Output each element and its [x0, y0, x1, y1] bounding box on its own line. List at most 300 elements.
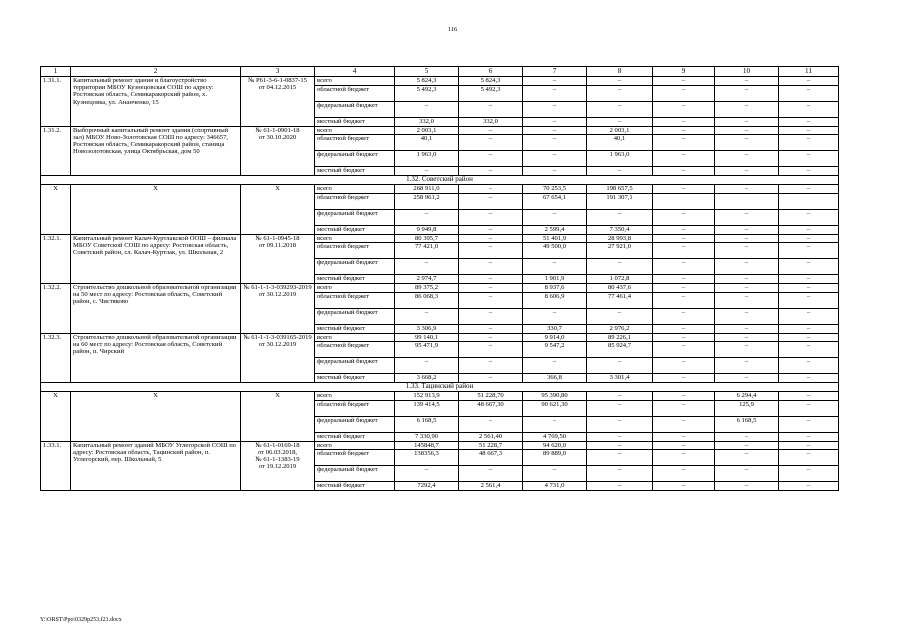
funding-source-label: областной бюджет — [315, 135, 395, 151]
project-name: Капитальный ремонт здания и благоустройство территории МБОУ Кузнецовская СОШ по адресу: Ростовская область, Семикаракорский район, х. Кузнецовка, ул. Ананченко, 15 — [71, 77, 241, 127]
amount-cell: 77 421,0 — [395, 243, 459, 259]
page-number: 116 — [447, 26, 458, 33]
amount-cell: – — [715, 284, 779, 293]
amount-cell: 5 824,3 — [395, 77, 459, 86]
amount-cell: 4 731,0 — [523, 482, 587, 491]
table-row — [41, 392, 839, 401]
amount-cell: – — [653, 101, 715, 117]
amount-cell: 48 667,3 — [459, 450, 523, 466]
project-name: Строительство дошкольной образовательной организации на 50 мест по адресу: Ростовская область, Советский район, с. Чистяково — [71, 284, 241, 334]
amount-cell: 8 606,9 — [523, 292, 587, 308]
table-row — [41, 333, 839, 342]
amount-cell: – — [715, 209, 779, 225]
amount-cell: 6 168,5 — [715, 416, 779, 432]
amount-cell: – — [715, 101, 779, 117]
table-body — [41, 67, 839, 491]
amount-cell: 6 294,4 — [715, 392, 779, 401]
amount-cell: – — [459, 358, 523, 374]
amount-cell: – — [587, 392, 653, 401]
amount-cell: – — [523, 167, 587, 176]
funding-source-label: всего — [315, 284, 395, 293]
amount-cell: – — [653, 225, 715, 234]
header-cell: 5 — [395, 67, 459, 77]
amount-cell: – — [653, 292, 715, 308]
funding-source-label: областной бюджет — [315, 193, 395, 209]
amount-cell: – — [653, 441, 715, 450]
amount-cell: – — [653, 185, 715, 194]
amount-cell: 191 307,1 — [587, 193, 653, 209]
expertise-document: № 61-1-0901-18 от 30.10.2020 — [241, 126, 315, 176]
amount-cell: – — [653, 358, 715, 374]
amount-cell: – — [715, 225, 779, 234]
amount-cell: – — [523, 416, 587, 432]
funding-source-label: федеральный бюджет — [315, 466, 395, 482]
amount-cell: – — [779, 416, 839, 432]
amount-cell: – — [779, 77, 839, 86]
amount-cell: – — [653, 450, 715, 466]
project-name: Строительство дошкольной образовательной организации на 60 мест по адресу: Ростовская область, Советский район, п. Чирский — [71, 333, 241, 383]
amount-cell: 89 889,0 — [523, 450, 587, 466]
amount-cell: – — [715, 342, 779, 358]
amount-cell: – — [715, 135, 779, 151]
amount-cell: 4 769,50 — [523, 432, 587, 441]
amount-cell: 2 003,1 — [587, 126, 653, 135]
expertise-document: Х — [241, 185, 315, 235]
project-name: Х — [71, 392, 241, 442]
amount-cell: – — [779, 259, 839, 275]
header-cell: 10 — [715, 67, 779, 77]
amount-cell: – — [459, 324, 523, 333]
amount-cell: – — [395, 209, 459, 225]
header-cell: 2 — [71, 67, 241, 77]
amount-cell: – — [653, 209, 715, 225]
amount-cell: – — [779, 333, 839, 342]
amount-cell: – — [459, 466, 523, 482]
funding-source-label: всего — [315, 234, 395, 243]
amount-cell: – — [653, 324, 715, 333]
amount-cell: – — [779, 374, 839, 383]
amount-cell: 145848,7 — [395, 441, 459, 450]
amount-cell: – — [587, 432, 653, 441]
header-cell: 4 — [315, 67, 395, 77]
amount-cell: – — [779, 441, 839, 450]
amount-cell: 48 667,30 — [459, 400, 523, 416]
header-row — [41, 67, 839, 77]
funding-source-label: местный бюджет — [315, 432, 395, 441]
header-cell: 11 — [779, 67, 839, 77]
amount-cell: 67 654,1 — [523, 193, 587, 209]
amount-cell: – — [779, 243, 839, 259]
funding-source-label: областной бюджет — [315, 450, 395, 466]
amount-cell: 3 668,2 — [395, 374, 459, 383]
amount-cell: – — [395, 259, 459, 275]
section-title: 1.32. Советский район — [41, 176, 839, 185]
amount-cell: – — [653, 284, 715, 293]
amount-cell: – — [459, 167, 523, 176]
amount-cell: – — [395, 466, 459, 482]
amount-cell: 95 390,80 — [523, 392, 587, 401]
funding-source-label: федеральный бюджет — [315, 308, 395, 324]
amount-cell — [653, 193, 715, 209]
amount-cell: – — [587, 400, 653, 416]
amount-cell: – — [653, 167, 715, 176]
expertise-document: № 61-1-1-3-039293-2019 от 30.12.2019 — [241, 284, 315, 334]
amount-cell: – — [715, 243, 779, 259]
amount-cell: – — [653, 333, 715, 342]
amount-cell: – — [715, 126, 779, 135]
amount-cell: – — [523, 466, 587, 482]
amount-cell: – — [523, 209, 587, 225]
amount-cell: 2 976,2 — [587, 324, 653, 333]
amount-cell: 94 620,0 — [523, 441, 587, 450]
amount-cell: – — [779, 432, 839, 441]
amount-cell: – — [779, 151, 839, 167]
header-cell: 9 — [653, 67, 715, 77]
item-number: 1.31.2. — [41, 126, 71, 176]
amount-cell: – — [715, 167, 779, 176]
amount-cell: – — [459, 333, 523, 342]
amount-cell: 80 395,7 — [395, 234, 459, 243]
project-name: Капитальный ремонт зданий МБОУ Углегорской СОШ по адресу: Ростовская область, Тацинский район, п. Углегорский, пер. Школьный, 5 — [71, 441, 241, 491]
amount-cell: – — [779, 225, 839, 234]
amount-cell: – — [715, 358, 779, 374]
funding-source-label: федеральный бюджет — [315, 101, 395, 117]
amount-cell: 5 492,3 — [459, 85, 523, 101]
amount-cell: – — [779, 466, 839, 482]
item-number: Х — [41, 392, 71, 442]
funding-source-label: федеральный бюджет — [315, 209, 395, 225]
amount-cell: – — [715, 151, 779, 167]
amount-cell: – — [459, 308, 523, 324]
item-number: Х — [41, 185, 71, 235]
amount-cell: 268 911,0 — [395, 185, 459, 194]
amount-cell: 40,1 — [395, 135, 459, 151]
amount-cell: 86 068,3 — [395, 292, 459, 308]
amount-cell: – — [715, 234, 779, 243]
amount-cell: – — [653, 77, 715, 86]
funding-source-label: областной бюджет — [315, 85, 395, 101]
amount-cell: 198 657,5 — [587, 185, 653, 194]
item-number: 1.32.3. — [41, 333, 71, 383]
amount-cell: – — [523, 117, 587, 126]
amount-cell: – — [779, 358, 839, 374]
amount-cell: – — [715, 117, 779, 126]
amount-cell: 2 974,7 — [395, 275, 459, 284]
amount-cell: – — [587, 358, 653, 374]
amount-cell: – — [779, 482, 839, 491]
amount-cell: – — [459, 275, 523, 284]
amount-cell: 152 913,9 — [395, 392, 459, 401]
amount-cell: – — [523, 151, 587, 167]
amount-cell: – — [779, 117, 839, 126]
funding-source-label: федеральный бюджет — [315, 259, 395, 275]
amount-cell: – — [653, 466, 715, 482]
amount-cell: – — [715, 292, 779, 308]
expertise-document: Х — [241, 392, 315, 442]
amount-cell: 51 401,9 — [523, 234, 587, 243]
amount-cell: – — [779, 392, 839, 401]
table-row — [41, 284, 839, 293]
amount-cell: – — [653, 259, 715, 275]
funding-source-label: местный бюджет — [315, 482, 395, 491]
amount-cell: – — [587, 416, 653, 432]
amount-cell: 8 937,6 — [523, 284, 587, 293]
amount-cell: 9 949,8 — [395, 225, 459, 234]
amount-cell: – — [459, 259, 523, 275]
amount-cell: – — [715, 259, 779, 275]
amount-cell: – — [653, 482, 715, 491]
amount-cell: – — [779, 135, 839, 151]
funding-source-label: местный бюджет — [315, 275, 395, 284]
amount-cell: 1 072,8 — [587, 275, 653, 284]
amount-cell: – — [523, 358, 587, 374]
amount-cell: – — [779, 234, 839, 243]
amount-cell: – — [653, 85, 715, 101]
amount-cell: – — [715, 324, 779, 333]
funding-source-label: федеральный бюджет — [315, 416, 395, 432]
amount-cell: – — [715, 333, 779, 342]
table-row — [41, 77, 839, 86]
header-cell: 3 — [241, 67, 315, 77]
section-title: 1.33. Тацинский район — [41, 383, 839, 392]
amount-cell: – — [715, 432, 779, 441]
amount-cell: – — [653, 392, 715, 401]
amount-cell: 1 901,9 — [523, 275, 587, 284]
amount-cell: – — [587, 167, 653, 176]
amount-cell: 49 500,0 — [523, 243, 587, 259]
amount-cell: 90 621,30 — [523, 400, 587, 416]
amount-cell: – — [715, 441, 779, 450]
header-cell: 7 — [523, 67, 587, 77]
amount-cell: – — [779, 400, 839, 416]
expertise-document: № 61-1-0169-18 от 06.03.2018, № 61-1-1383-19 от 19.12.2019 — [241, 441, 315, 491]
amount-cell: – — [459, 284, 523, 293]
amount-cell: 332,0 — [395, 117, 459, 126]
amount-cell: 2 561,40 — [459, 432, 523, 441]
amount-cell: – — [779, 167, 839, 176]
amount-cell: – — [715, 450, 779, 466]
amount-cell: – — [715, 275, 779, 284]
funding-source-label: всего — [315, 392, 395, 401]
funding-source-label: областной бюджет — [315, 342, 395, 358]
amount-cell: 51 228,70 — [459, 392, 523, 401]
item-number: 1.33.1. — [41, 441, 71, 491]
amount-cell: – — [779, 185, 839, 194]
amount-cell: – — [587, 466, 653, 482]
amount-cell: 40,1 — [587, 135, 653, 151]
amount-cell: 28 993,8 — [587, 234, 653, 243]
amount-cell: – — [459, 101, 523, 117]
header-cell: 1 — [41, 67, 71, 77]
amount-cell: 6 168,5 — [395, 416, 459, 432]
amount-cell: – — [459, 126, 523, 135]
amount-cell: 9 914,0 — [523, 333, 587, 342]
amount-cell: 5 824,3 — [459, 77, 523, 86]
funding-source-label: всего — [315, 126, 395, 135]
amount-cell: – — [653, 126, 715, 135]
amount-cell: 70 253,5 — [523, 185, 587, 194]
amount-cell: 1 963,0 — [395, 151, 459, 167]
amount-cell: – — [523, 259, 587, 275]
amount-cell: 9 547,2 — [523, 342, 587, 358]
amount-cell: 3 306,9 — [395, 324, 459, 333]
amount-cell: – — [653, 374, 715, 383]
expertise-document: № Р61-3-6-1-0837-15 от 04.12.2015 — [241, 77, 315, 127]
amount-cell: – — [715, 85, 779, 101]
amount-cell: – — [779, 292, 839, 308]
amount-cell: 80 437,6 — [587, 284, 653, 293]
amount-cell: – — [587, 101, 653, 117]
section-row — [41, 383, 839, 392]
amount-cell: – — [459, 374, 523, 383]
funding-source-label: федеральный бюджет — [315, 151, 395, 167]
amount-cell: – — [779, 85, 839, 101]
amount-cell: – — [587, 209, 653, 225]
amount-cell: – — [653, 400, 715, 416]
amount-cell: 125,9 — [715, 400, 779, 416]
amount-cell: 7292,4 — [395, 482, 459, 491]
project-name: Выборочный капитальный ремонт здания (спортивный зал) МБОУ Ново-Золотовская СОШ по адресу: 346657, Ростовская область, Семикаракорский район, станица Новозолотовская, улица Октябрьская, дом 50 — [71, 126, 241, 176]
amount-cell: – — [779, 284, 839, 293]
amount-cell: – — [459, 193, 523, 209]
table-row — [41, 126, 839, 135]
amount-cell: 27 921,0 — [587, 243, 653, 259]
item-number: 1.32.2. — [41, 284, 71, 334]
funding-source-label: всего — [315, 185, 395, 194]
amount-cell: – — [779, 450, 839, 466]
amount-cell: – — [459, 209, 523, 225]
amount-cell: – — [459, 234, 523, 243]
header-cell: 8 — [587, 67, 653, 77]
item-number: 1.31.1. — [41, 77, 71, 127]
amount-cell: – — [587, 482, 653, 491]
item-number: 1.32.1. — [41, 234, 71, 284]
amount-cell: – — [459, 292, 523, 308]
amount-cell: 139 414,5 — [395, 400, 459, 416]
table-row — [41, 234, 839, 243]
funding-source-label: местный бюджет — [315, 225, 395, 234]
amount-cell: – — [523, 135, 587, 151]
project-name: Капитальный ремонт Калач-Куртлакской ООШ – филиала МБОУ Советской СОШ по адресу: Ростовская область, Советский район, сл. Калач-Куртлак, ул. Школьная, 2 — [71, 234, 241, 284]
amount-cell: – — [715, 374, 779, 383]
amount-cell: – — [779, 342, 839, 358]
amount-cell: 5 492,3 — [395, 85, 459, 101]
funding-source-label: федеральный бюджет — [315, 358, 395, 374]
funding-source-label: местный бюджет — [315, 167, 395, 176]
amount-cell: – — [459, 342, 523, 358]
amount-cell: – — [523, 308, 587, 324]
amount-cell: – — [715, 466, 779, 482]
amount-cell — [779, 193, 839, 209]
amount-cell: – — [587, 450, 653, 466]
amount-cell: – — [715, 185, 779, 194]
amount-cell: 2 003,1 — [395, 126, 459, 135]
amount-cell: – — [653, 117, 715, 126]
funding-source-label: областной бюджет — [315, 243, 395, 259]
amount-cell: 51 228,7 — [459, 441, 523, 450]
amount-cell: – — [459, 135, 523, 151]
amount-cell: – — [715, 308, 779, 324]
section-row — [41, 176, 839, 185]
amount-cell: 85 924,7 — [587, 342, 653, 358]
amount-cell: 366,8 — [523, 374, 587, 383]
expertise-document: № 61-1-0945-18 от 09.11.2018 — [241, 234, 315, 284]
funding-source-label: областной бюджет — [315, 292, 395, 308]
amount-cell — [715, 193, 779, 209]
amount-cell: 7 350,4 — [587, 225, 653, 234]
amount-cell: 332,0 — [459, 117, 523, 126]
funding-source-label: всего — [315, 333, 395, 342]
amount-cell: 138356,3 — [395, 450, 459, 466]
amount-cell: – — [587, 77, 653, 86]
amount-cell: – — [653, 234, 715, 243]
amount-cell: – — [395, 308, 459, 324]
amount-cell: – — [779, 324, 839, 333]
amount-cell: – — [715, 482, 779, 491]
amount-cell: – — [395, 358, 459, 374]
expertise-document: № 61-1-1-3-039165-2019 от 30.12.2019 — [241, 333, 315, 383]
amount-cell: – — [459, 225, 523, 234]
amount-cell: – — [653, 416, 715, 432]
amount-cell: 89 375,2 — [395, 284, 459, 293]
amount-cell: – — [459, 243, 523, 259]
amount-cell: – — [653, 432, 715, 441]
amount-cell: – — [587, 441, 653, 450]
amount-cell: – — [523, 85, 587, 101]
amount-cell: – — [587, 259, 653, 275]
amount-cell: – — [779, 308, 839, 324]
amount-cell: 1 963,0 — [587, 151, 653, 167]
funding-source-label: местный бюджет — [315, 374, 395, 383]
amount-cell: – — [715, 77, 779, 86]
funding-table — [40, 66, 839, 491]
amount-cell: 2 561,4 — [459, 482, 523, 491]
amount-cell: – — [523, 126, 587, 135]
amount-cell: – — [653, 151, 715, 167]
amount-cell: – — [779, 126, 839, 135]
amount-cell: – — [523, 77, 587, 86]
funding-source-label: областной бюджет — [315, 400, 395, 416]
amount-cell: – — [653, 275, 715, 284]
amount-cell: – — [395, 101, 459, 117]
table-row — [41, 441, 839, 450]
project-name: Х — [71, 185, 241, 235]
amount-cell: – — [459, 151, 523, 167]
amount-cell: – — [459, 416, 523, 432]
amount-cell: – — [459, 185, 523, 194]
funding-source-label: всего — [315, 77, 395, 86]
amount-cell: – — [523, 101, 587, 117]
amount-cell: 258 961,2 — [395, 193, 459, 209]
amount-cell: 77 461,4 — [587, 292, 653, 308]
amount-cell: – — [653, 308, 715, 324]
amount-cell: 89 226,1 — [587, 333, 653, 342]
amount-cell: 95 471,9 — [395, 342, 459, 358]
amount-cell: – — [587, 308, 653, 324]
amount-cell: 2 599,4 — [523, 225, 587, 234]
amount-cell: 330,7 — [523, 324, 587, 333]
amount-cell: – — [587, 85, 653, 101]
amount-cell: – — [779, 101, 839, 117]
funding-source-label: местный бюджет — [315, 117, 395, 126]
funding-source-label: местный бюджет — [315, 324, 395, 333]
amount-cell: – — [587, 117, 653, 126]
amount-cell: – — [395, 167, 459, 176]
amount-cell: – — [779, 209, 839, 225]
header-cell: 6 — [459, 67, 523, 77]
funding-source-label: всего — [315, 441, 395, 450]
amount-cell: 7 330,90 — [395, 432, 459, 441]
